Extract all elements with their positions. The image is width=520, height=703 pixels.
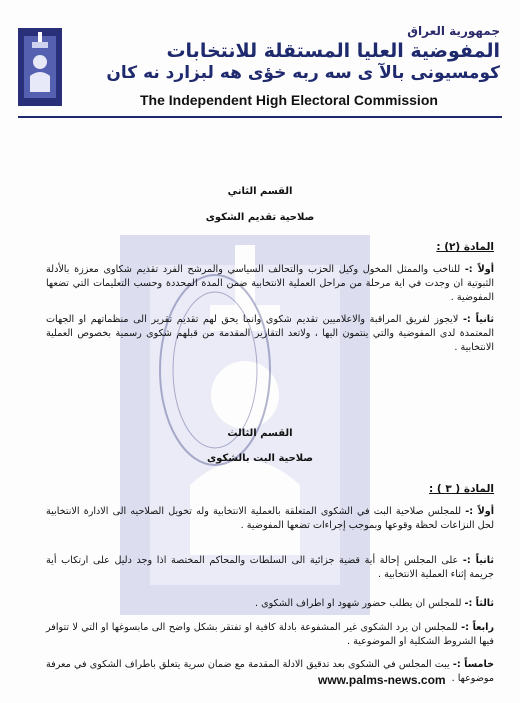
item-text: للمجلس ان يرد الشكوى غير المشفوعة بادلة كافية او تفتقر بشكل واضح الى مابسوغها او التي لا تتوافر فيها الشروط الشكلية او الموضوعية . [46,622,494,647]
item-label: أولاً :- [465,506,494,517]
article-2-item-1 [46,263,494,305]
commission-logo [18,28,62,106]
section3-title: القسم الثالث [227,428,293,439]
article-3-item-3 [46,597,494,611]
article-3-heading: المادة ( ٣ ) : [429,483,494,495]
website-watermark: www.palms-news.com [318,673,446,687]
header-divider [18,116,502,118]
commission-name-arabic: المفوضية العليا المستقلة للانتخابات [166,40,500,62]
item-text: للناخب والممثل المخول وكيل الحزب والتحالف السياسي والمرشح الفرد تقديم شكاوى معززة بالأدلة الثبوتية ان وجدت في اية مرحلة من مراحل العملية الانتخابية ضمن المدة المحددة وحسب التعليمات التي تضعها المفوضية . [46,264,494,303]
item-label: ثانياً :- [462,314,494,325]
item-text: للمجلس ان يطلب حضور شهود او اطراف الشكوى . [254,598,462,609]
section2-title: القسم الثاني [227,186,293,197]
article-3-item-4 [46,621,494,649]
item-text: لايجوز لفريق المراقبة والاعلاميين تقديم شكوى وانما يحق لهم تقديم تقرير الى منظماتهم او الجهات المعتمدة لدى المفوضية والتي ينتمون اليها ، ولاتعد التقارير المقدمة من قبلهم شكوى رسمية بخصوص العملية الانتخابية . [46,314,494,353]
country-name: جمهورية العراق [407,24,500,38]
item-label: خامساً :- [452,659,494,670]
item-label: رابعاً :- [461,622,494,633]
item-text: يبت المجلس في الشكوى بعد تدقيق الادلة المقدمة مع ضمان سرية يتعلق باطراف الشكوى في معرفة موضوعها . [46,659,494,684]
item-label: ثانياً :- [462,555,494,566]
item-label: أولاً :- [464,264,494,275]
article-3-item-1 [46,505,494,533]
item-text: على المجلس إحالة أية قضية جزائية الى السلطات والمحاكم المختصة اذا وجد دليل على ارتكاب أية جريمة إثناء العملية الانتخابية . [46,555,494,580]
commission-name-english: The Independent High Electoral Commission [140,92,438,108]
article-3-item-2 [46,554,494,582]
article-2-heading: المادة (٢) : [436,241,494,253]
item-label: ثالثاً :- [464,598,494,609]
item-text: للمجلس صلاحية البت في الشكوى المتعلقة بالعملية الانتخابية وله تخويل الصلاحيه الى الادارة الانتخابية لحل النزاعات لحظة وقوعها وبموجب إجراءات تضعها المفوضية . [46,506,494,531]
article-2-item-2 [46,313,494,355]
section3-subtitle: صلاحية البت بالشكوى [206,453,314,464]
section2-subtitle: صلاحية تقديم الشكوى [205,212,315,223]
commission-name-kurdish: كومسيونى بالآ ى سه ربه خؤى هه لبزارد نه كان [106,63,500,83]
